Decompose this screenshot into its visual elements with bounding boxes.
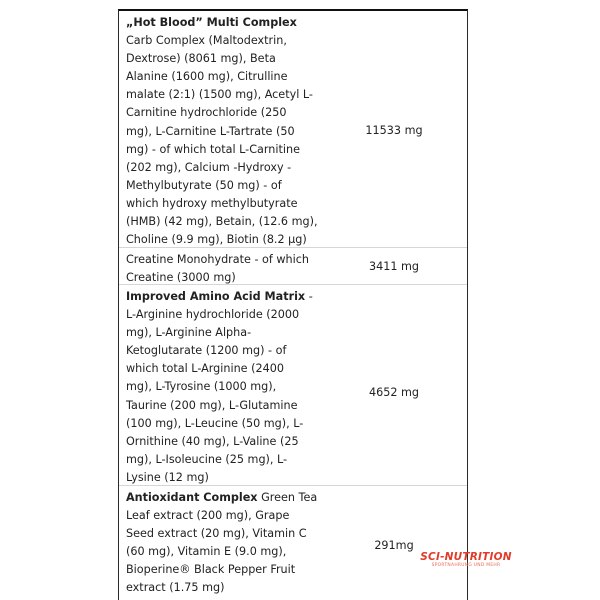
ingredient-amount: 3411 mg <box>368 260 420 273</box>
description-line: Ketoglutarate (1200 mg) - of <box>126 344 287 358</box>
ingredient-title: Antioxidant Complex <box>126 491 258 504</box>
description-line: extract (1.75 mg) <box>126 581 225 595</box>
table-row <box>119 486 467 600</box>
ingredient-amount: 4652 mg <box>368 386 420 399</box>
description-line: (60 mg), Vitamin E (9.0 mg), <box>126 545 287 559</box>
description-line: Carb Complex (Maltodextrin, <box>126 34 287 48</box>
description-line: L-Arginine hydrochloride (2000 <box>126 308 300 322</box>
description-line: Dextrose) (8061 mg), Beta <box>126 52 276 66</box>
description-line: mg), L-Tyrosine (1000 mg), <box>126 380 277 394</box>
ingredient-description <box>126 251 314 287</box>
description-line: which hydroxy methylbutyrate <box>126 196 298 210</box>
description-line: (100 mg), L-Leucine (50 mg), L- <box>126 416 304 430</box>
description-line: Lysine (12 mg) <box>126 470 209 484</box>
ingredient-amount: 291mg <box>374 539 414 552</box>
watermark-tagline: SPORTNAHRUNG UND MEHR <box>431 563 501 568</box>
description-line: which total L-Arginine (2400 <box>126 362 284 376</box>
description-line: Leaf extract (200 mg), Grape <box>126 509 290 523</box>
description-line: Ornithine (40 mg), L-Valine (25 <box>126 434 299 448</box>
watermark-logo-text: SCI-NUTRITION <box>420 551 512 563</box>
description-line: Choline (9.9 mg), Biotin (8.2 µg) <box>126 233 307 247</box>
table-row <box>119 11 467 248</box>
description-line: Taurine (200 mg), L-Glutamine <box>126 398 298 412</box>
ingredient-title-suffix: Green Tea <box>257 491 318 504</box>
description-line: (HMB) (42 mg), Betain, (12.6 mg), <box>126 215 318 229</box>
description-line: Carnitine hydrochloride (250 <box>126 106 287 120</box>
ingredient-title-suffix: - <box>305 290 313 303</box>
description-line: mg), L-Isoleucine (25 mg), L- <box>126 452 288 466</box>
brand-watermark <box>420 551 512 569</box>
ingredient-description <box>126 14 318 249</box>
description-line: Creatine (3000 mg) <box>126 271 236 285</box>
description-line: (202 mg), Calcium -Hydroxy - <box>126 160 292 174</box>
description-line: mg), L-Carnitine L-Tartrate (50 <box>126 124 295 138</box>
table-row <box>119 248 467 285</box>
ingredients-table <box>118 9 468 600</box>
description-line: Alanine (1600 mg), Citrulline <box>126 70 288 84</box>
ingredient-description <box>126 489 318 598</box>
ingredient-amount: 11533 mg <box>365 124 423 137</box>
description-line: Creatine Monohydrate - of which <box>126 253 309 266</box>
ingredient-title: Improved Amino Acid Matrix <box>126 290 306 303</box>
description-line: Seed extract (20 mg), Vitamin C <box>126 527 307 541</box>
description-line: mg), L-Arginine Alpha- <box>126 326 252 340</box>
description-line: malate (2:1) (1500 mg), Acetyl L- <box>126 88 313 102</box>
description-line: Bioperine® Black Pepper Fruit <box>126 563 296 577</box>
ingredient-description <box>126 288 314 487</box>
table-row <box>119 285 467 486</box>
description-line: mg) - of which total L-Carnitine <box>126 142 300 156</box>
ingredient-title: „Hot Blood” Multi Complex <box>126 16 297 29</box>
description-line: Methylbutyrate (50 mg) - of <box>126 178 282 192</box>
